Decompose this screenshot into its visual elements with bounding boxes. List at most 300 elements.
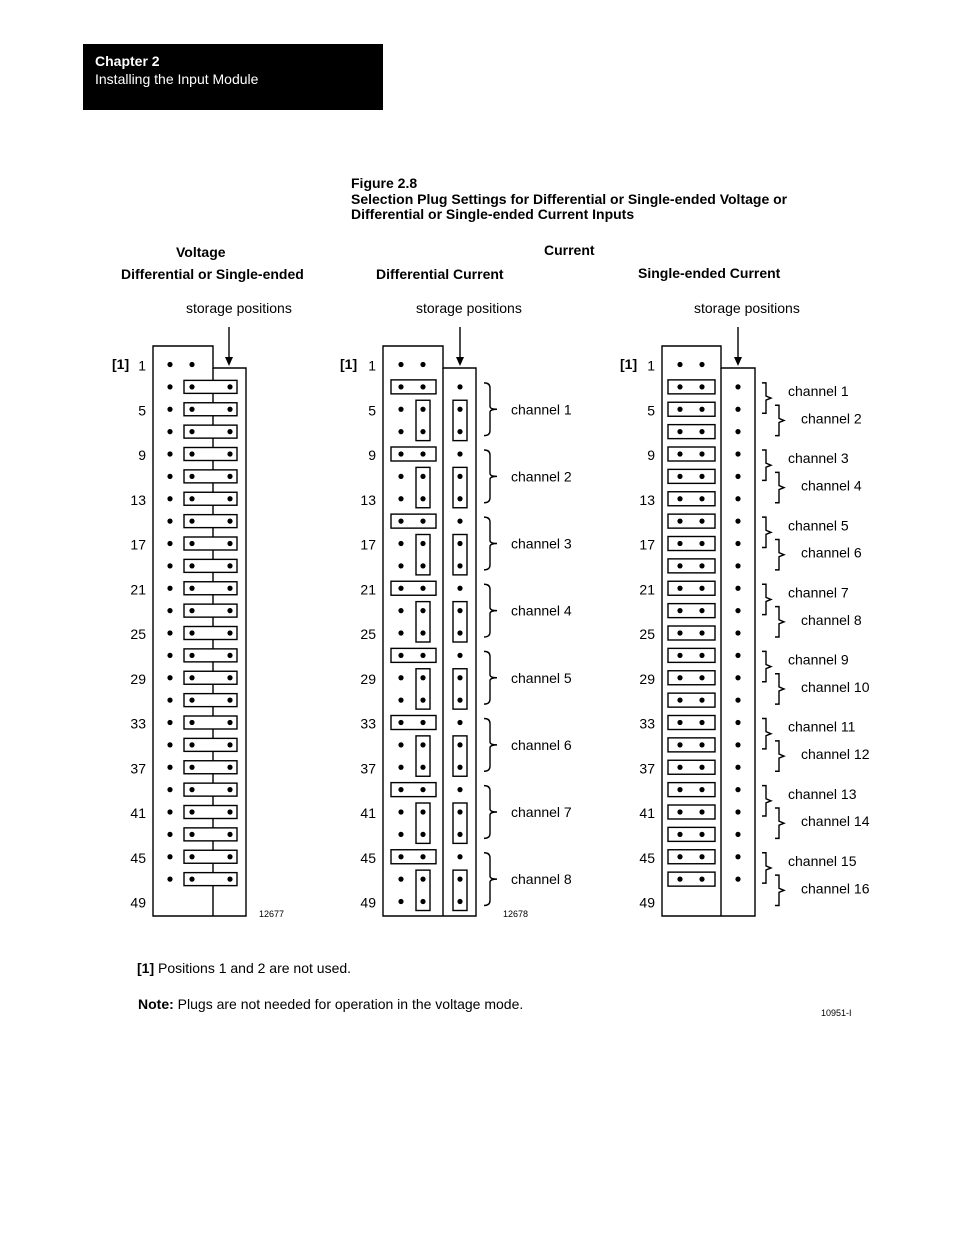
pin-dot — [189, 720, 194, 725]
pin-number: 17 — [360, 536, 376, 553]
channel-brace — [762, 719, 771, 749]
se-current-heading: Single-ended Current — [638, 265, 781, 281]
plug — [668, 671, 715, 685]
pin-dot — [677, 832, 682, 837]
pin-dot — [735, 451, 740, 456]
pin-number: 13 — [130, 491, 146, 508]
pin-dot — [227, 407, 232, 412]
plug — [668, 425, 715, 439]
channel-brace — [775, 540, 784, 570]
pin-number: 9 — [647, 447, 655, 463]
pin-number: 41 — [639, 805, 655, 821]
pin-dot — [677, 698, 682, 703]
channel-label: channel 8 — [511, 871, 572, 888]
channel-label: channel 15 — [788, 852, 857, 869]
vertical-plug — [453, 803, 467, 843]
pin-dot — [189, 877, 194, 882]
pin-dot — [227, 720, 232, 725]
plug — [668, 760, 715, 774]
pin-dot — [677, 765, 682, 770]
pin-dot — [699, 653, 704, 658]
pin-dot — [189, 787, 194, 792]
pin-dot — [457, 563, 462, 568]
pin-dot — [735, 675, 740, 680]
pin-dot — [699, 877, 704, 882]
pin-dot — [227, 586, 232, 591]
pin-number: 21 — [130, 581, 146, 598]
pin-number: 13 — [639, 491, 655, 508]
plug — [668, 402, 715, 416]
pin-dot — [735, 608, 740, 613]
pin-dot — [227, 474, 232, 479]
pin-dot — [167, 474, 172, 479]
pin-number: 49 — [639, 894, 655, 911]
plug — [668, 805, 715, 819]
pin-dot — [167, 563, 172, 568]
pin-number: 33 — [130, 715, 146, 732]
channel-label: channel 9 — [788, 651, 849, 668]
pin-number: 29 — [360, 670, 376, 687]
pin-dot — [167, 653, 172, 658]
pin-dot — [677, 541, 682, 546]
pin-dot — [699, 832, 704, 837]
channel-label: channel 1 — [788, 383, 849, 400]
pin-dot — [227, 429, 232, 434]
vertical-plug — [453, 669, 467, 709]
pin-dot — [227, 608, 232, 613]
pin-dot — [189, 765, 194, 770]
channel-label: channel 7 — [511, 804, 572, 820]
pin-dot — [457, 384, 462, 389]
plug — [668, 559, 715, 573]
pin-number: 5 — [647, 402, 655, 419]
pin-dot — [398, 407, 403, 412]
pin-dot — [699, 362, 704, 367]
pin-dot — [189, 496, 194, 501]
pin-dot — [735, 765, 740, 770]
figure-id-page: 10951-I — [821, 1008, 852, 1018]
voltage-subheading: Differential or Single-ended — [121, 266, 304, 282]
storage-plug — [391, 380, 436, 394]
pin-dot — [457, 832, 462, 837]
pin-dot — [677, 496, 682, 501]
pin-dot — [167, 742, 172, 747]
vertical-plug — [416, 803, 430, 843]
pin-number: 41 — [360, 805, 376, 821]
channel-brace — [775, 472, 784, 502]
footnote-marker-se: [1] — [620, 356, 638, 372]
pin-number: 37 — [639, 760, 655, 777]
storage-label-se: storage positions — [694, 300, 800, 316]
pin-dot — [677, 854, 682, 859]
storage-arrow-head — [734, 357, 742, 366]
pin-dot — [420, 720, 425, 725]
figure-title-line2: Differential or Single-ended Current Inputs — [351, 206, 635, 222]
pin-dot — [167, 407, 172, 412]
pin-dot — [457, 765, 462, 770]
pin-dot — [189, 384, 194, 389]
pin-dot — [735, 653, 740, 658]
pin-dot — [420, 519, 425, 524]
storage-plug — [391, 716, 436, 730]
channel-label: channel 2 — [801, 410, 862, 427]
channel-label: channel 3 — [511, 535, 572, 552]
pin-dot — [420, 362, 425, 367]
pin-dot — [398, 698, 403, 703]
pin-dot — [677, 474, 682, 479]
note-text: Plugs are not needed for operation in the voltage mode. — [173, 996, 524, 1012]
pin-dot — [227, 653, 232, 658]
channel-brace — [775, 607, 784, 637]
pin-dot — [398, 899, 403, 904]
pin-dot — [398, 608, 403, 613]
pin-dot — [420, 787, 425, 792]
pin-dot — [735, 519, 740, 524]
pin-dot — [227, 809, 232, 814]
pin-dot — [167, 854, 172, 859]
pin-dot — [420, 765, 425, 770]
pin-dot — [189, 742, 194, 747]
pin-number: 37 — [360, 760, 376, 777]
channel-brace — [484, 853, 497, 906]
pin-dot — [227, 765, 232, 770]
footnote-marker-diff: [1] — [340, 356, 358, 372]
pin-dot — [699, 496, 704, 501]
pin-dot — [167, 429, 172, 434]
pin-number: 13 — [360, 491, 376, 508]
pin-dot — [167, 541, 172, 546]
pin-dot — [167, 496, 172, 501]
channel-brace — [762, 786, 771, 816]
pin-dot — [398, 541, 403, 546]
channel-label: channel 4 — [511, 602, 572, 619]
pin-dot — [398, 653, 403, 658]
plug — [668, 626, 715, 640]
pin-dot — [420, 630, 425, 635]
chapter-number: Chapter 2 — [95, 53, 160, 69]
pin-dot — [457, 608, 462, 613]
pin-dot — [457, 496, 462, 501]
figure-id-diff: 12678 — [503, 909, 529, 919]
pin-dot — [227, 675, 232, 680]
footnote-text: Positions 1 and 2 are not used. — [154, 960, 352, 976]
pin-dot — [189, 832, 194, 837]
pin-dot — [420, 541, 425, 546]
pin-dot — [167, 630, 172, 635]
channel-brace — [484, 450, 497, 503]
channel-label: channel 1 — [511, 401, 572, 418]
channel-label: channel 16 — [801, 880, 870, 897]
channel-brace — [762, 651, 771, 681]
pin-number: 17 — [639, 536, 655, 553]
pin-dot — [457, 630, 462, 635]
pin-dot — [457, 519, 462, 524]
channel-label: channel 7 — [788, 584, 849, 601]
plug — [668, 537, 715, 551]
pin-dot — [420, 698, 425, 703]
channel-brace — [762, 383, 771, 413]
pin-dot — [189, 675, 194, 680]
pin-dot — [398, 720, 403, 725]
pin-dot — [677, 563, 682, 568]
channel-brace — [775, 741, 784, 771]
channel-brace — [484, 651, 497, 704]
pin-dot — [735, 407, 740, 412]
pin-number: 21 — [639, 581, 655, 598]
channel-label: channel 11 — [788, 718, 856, 735]
pin-dot — [699, 742, 704, 747]
pin-dot — [398, 854, 403, 859]
pin-dot — [420, 854, 425, 859]
pin-dot — [420, 832, 425, 837]
channel-brace — [484, 584, 497, 637]
pin-dot — [457, 698, 462, 703]
note-label: Note: — [138, 996, 174, 1012]
pin-dot — [699, 474, 704, 479]
storage-plug — [391, 850, 436, 864]
pin-dot — [189, 630, 194, 635]
channel-brace — [484, 517, 497, 570]
pin-dot — [189, 809, 194, 814]
storage-label-diff: storage positions — [416, 300, 522, 316]
pin-dot — [457, 541, 462, 546]
pin-dot — [735, 496, 740, 501]
pin-dot — [677, 519, 682, 524]
pin-dot — [457, 854, 462, 859]
pin-dot — [457, 653, 462, 658]
pin-dot — [457, 429, 462, 434]
plug — [668, 783, 715, 797]
pin-dot — [398, 742, 403, 747]
pin-dot — [735, 742, 740, 747]
pin-dot — [677, 586, 682, 591]
pin-dot — [457, 742, 462, 747]
channel-brace — [775, 875, 784, 905]
storage-plug — [391, 447, 436, 461]
pin-dot — [420, 474, 425, 479]
pin-dot — [227, 519, 232, 524]
pin-number: 33 — [639, 715, 655, 732]
channel-brace — [484, 383, 497, 436]
pin-dot — [699, 451, 704, 456]
pin-dot — [398, 787, 403, 792]
plug — [668, 872, 715, 886]
pin-dot — [677, 653, 682, 658]
plug — [668, 604, 715, 618]
pin-dot — [677, 429, 682, 434]
storage-plug — [391, 648, 436, 662]
channel-label: channel 6 — [511, 736, 572, 753]
pin-dot — [677, 742, 682, 747]
vertical-plug — [416, 736, 430, 776]
pin-dot — [677, 451, 682, 456]
channel-brace — [775, 674, 784, 704]
pin-dot — [420, 899, 425, 904]
pin-dot — [167, 765, 172, 770]
pin-dot — [677, 630, 682, 635]
pin-dot — [227, 854, 232, 859]
channel-brace — [762, 450, 771, 480]
channel-label: channel 5 — [511, 669, 572, 686]
pin-dot — [167, 787, 172, 792]
pin-dot — [167, 384, 172, 389]
pin-dot — [420, 608, 425, 613]
pin-number: 49 — [360, 894, 376, 911]
pin-dot — [699, 407, 704, 412]
pin-dot — [699, 675, 704, 680]
channel-label: channel 14 — [801, 813, 870, 830]
pin-dot — [167, 832, 172, 837]
pin-dot — [735, 429, 740, 434]
pin-dot — [227, 787, 232, 792]
pin-number: 49 — [130, 894, 146, 911]
pin-dot — [699, 519, 704, 524]
pin-dot — [398, 877, 403, 882]
vertical-plug — [453, 535, 467, 575]
pin-dot — [735, 720, 740, 725]
pin-number: 45 — [639, 849, 655, 866]
pin-number: 45 — [130, 849, 146, 866]
pin-dot — [677, 675, 682, 680]
pin-dot — [677, 384, 682, 389]
plug — [668, 738, 715, 752]
figure-title-line1: Selection Plug Settings for Differential or Single-ended Voltage or — [351, 190, 788, 207]
plug — [668, 447, 715, 461]
pin-dot — [457, 877, 462, 882]
pin-dot — [189, 451, 194, 456]
pin-dot — [457, 720, 462, 725]
pin-dot — [420, 563, 425, 568]
pin-dot — [227, 630, 232, 635]
pin-dot — [189, 407, 194, 412]
pin-dot — [699, 765, 704, 770]
vertical-plug — [453, 467, 467, 507]
pin-dot — [457, 586, 462, 591]
pin-number: 5 — [138, 402, 146, 419]
pin-dot — [699, 698, 704, 703]
pin-number: 9 — [368, 447, 376, 463]
pin-dot — [735, 698, 740, 703]
pin-dot — [167, 720, 172, 725]
pin-dot — [227, 742, 232, 747]
pin-number: 33 — [360, 715, 376, 732]
pin-dot — [227, 451, 232, 456]
plug — [668, 716, 715, 730]
pin-dot — [677, 608, 682, 613]
chapter-title: Installing the Input Module — [95, 71, 259, 87]
pin-dot — [457, 407, 462, 412]
pin-dot — [398, 630, 403, 635]
pin-dot — [167, 608, 172, 613]
pin-dot — [735, 787, 740, 792]
pin-dot — [420, 451, 425, 456]
pin-dot — [167, 362, 172, 367]
pin-number: 37 — [130, 760, 146, 777]
plug — [668, 514, 715, 528]
pin-dot — [189, 474, 194, 479]
pin-number: 45 — [360, 849, 376, 866]
pin-dot — [735, 877, 740, 882]
channel-brace — [762, 584, 771, 614]
pin-dot — [420, 496, 425, 501]
channel-label: channel 10 — [801, 678, 870, 695]
pin-dot — [398, 563, 403, 568]
pin-dot — [189, 429, 194, 434]
pin-dot — [398, 362, 403, 367]
channel-label: channel 8 — [801, 611, 862, 628]
pin-dot — [677, 787, 682, 792]
channel-label: channel 3 — [788, 450, 849, 467]
pin-dot — [398, 474, 403, 479]
pin-dot — [167, 675, 172, 680]
pin-dot — [189, 653, 194, 658]
current-heading: Current — [544, 242, 595, 258]
pin-number: 41 — [130, 805, 146, 821]
vertical-plug — [416, 400, 430, 440]
pin-dot — [398, 496, 403, 501]
pin-dot — [457, 675, 462, 680]
pin-dot — [699, 809, 704, 814]
pin-dot — [189, 698, 194, 703]
channel-label: channel 6 — [801, 544, 862, 561]
pin-dot — [398, 809, 403, 814]
pin-dot — [227, 563, 232, 568]
pin-dot — [735, 809, 740, 814]
channel-label: channel 12 — [801, 746, 870, 763]
pin-number: 29 — [130, 670, 146, 687]
storage-plug — [391, 581, 436, 595]
plug — [668, 648, 715, 662]
channel-label: channel 4 — [801, 477, 862, 494]
pin-dot — [227, 832, 232, 837]
pin-dot — [677, 362, 682, 367]
plug — [668, 492, 715, 506]
pin-dot — [457, 899, 462, 904]
pin-number: 1 — [368, 357, 376, 374]
vertical-plug — [453, 602, 467, 642]
vertical-plug — [453, 736, 467, 776]
pin-dot — [420, 586, 425, 591]
pin-dot — [189, 563, 194, 568]
footnote-marker: [1] — [137, 960, 155, 976]
pin-dot — [699, 563, 704, 568]
plug — [668, 827, 715, 841]
pin-dot — [167, 586, 172, 591]
pin-dot — [735, 854, 740, 859]
pin-dot — [398, 675, 403, 680]
channel-brace — [484, 786, 497, 839]
pin-dot — [420, 429, 425, 434]
pin-dot — [167, 519, 172, 524]
pin-dot — [735, 563, 740, 568]
storage-arrow-head — [225, 357, 233, 366]
pin-dot — [699, 429, 704, 434]
pin-dot — [677, 720, 682, 725]
figure-id-voltage: 12677 — [259, 909, 285, 919]
pin-dot — [420, 407, 425, 412]
pin-dot — [189, 608, 194, 613]
pin-dot — [420, 809, 425, 814]
pin-dot — [189, 586, 194, 591]
pin-dot — [699, 630, 704, 635]
figure-number: Figure 2.8 — [351, 175, 418, 191]
pin-dot — [189, 541, 194, 546]
pin-dot — [735, 586, 740, 591]
plug — [668, 850, 715, 864]
pin-dot — [699, 854, 704, 859]
pin-dot — [189, 362, 194, 367]
pin-number: 21 — [360, 581, 376, 598]
